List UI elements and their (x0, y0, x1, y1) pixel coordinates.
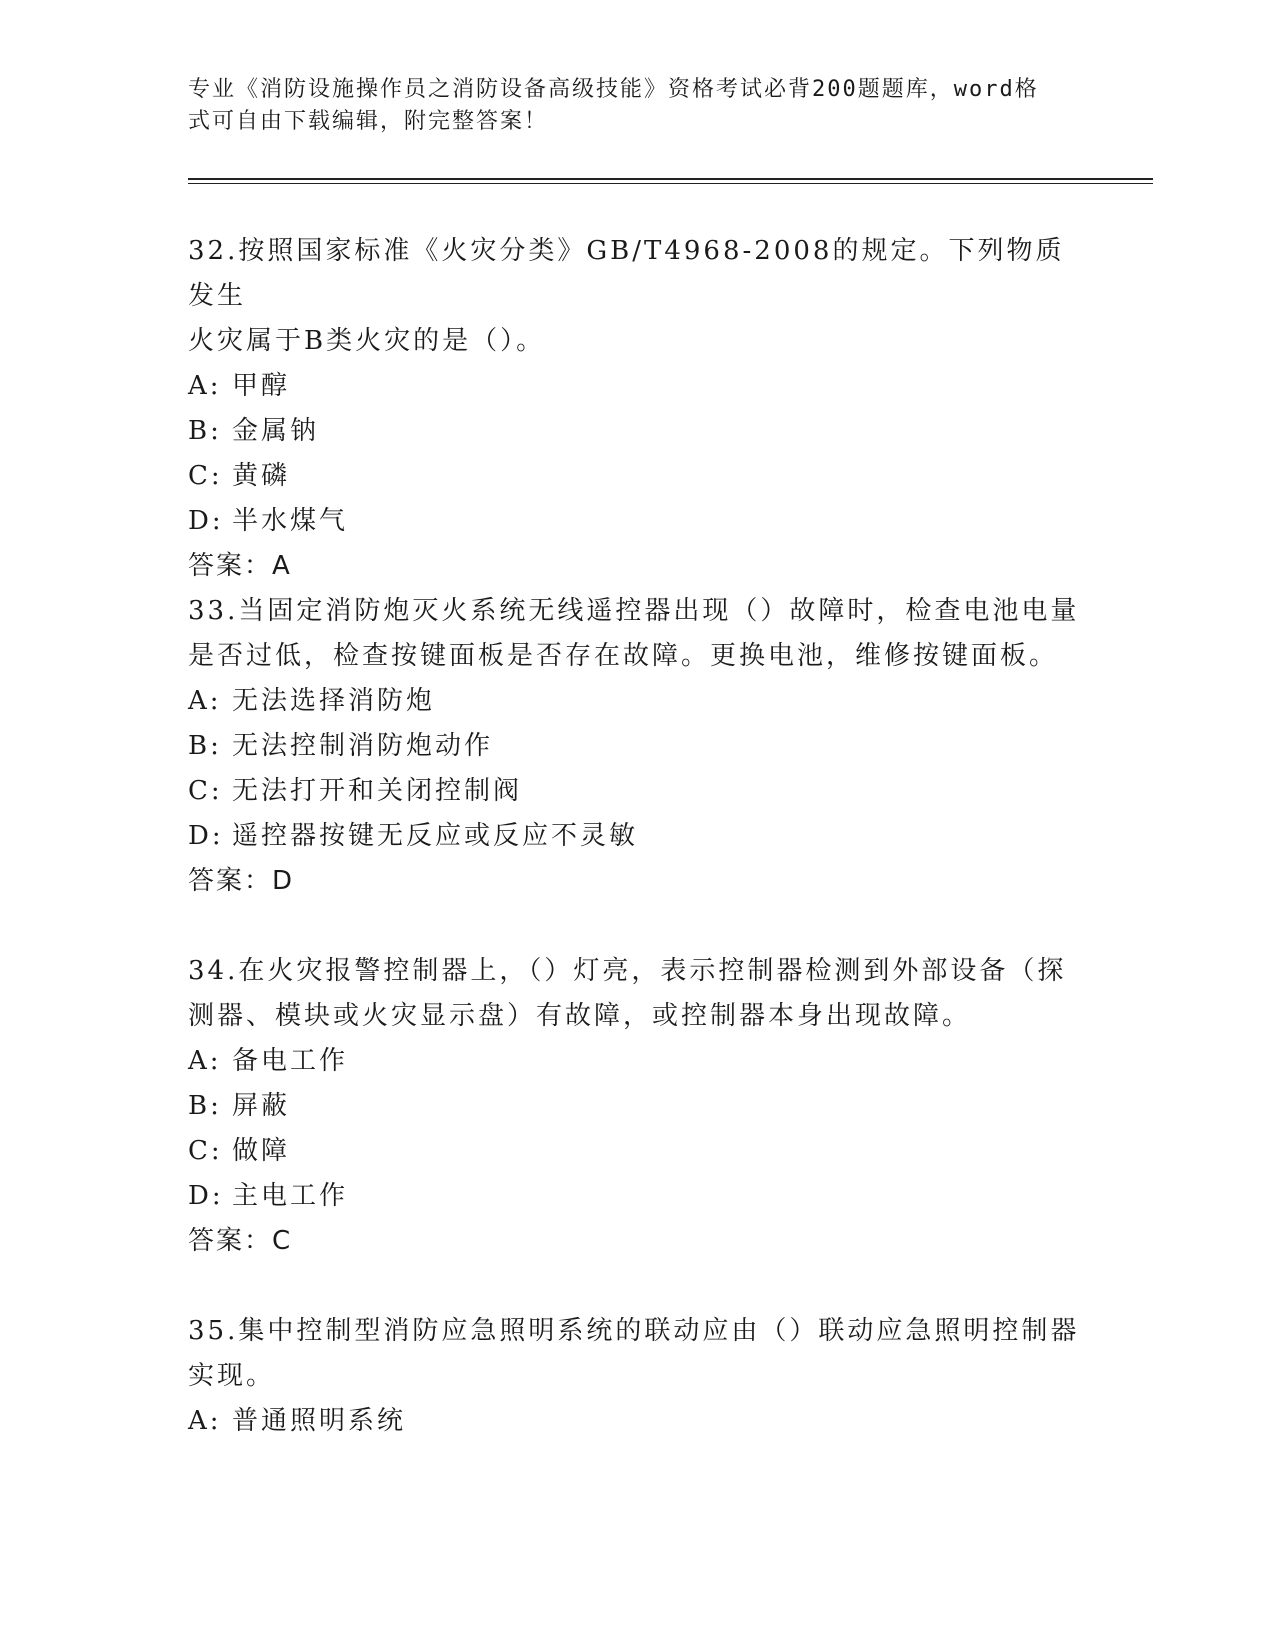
question-stem-line: 实现。 (188, 1361, 276, 1391)
question-stem-line: 是否过低，检查按键面板是否存在故障。更换电池，维修按键面板。 (188, 641, 1059, 671)
option-text: 遥控器按键无反应或反应不灵敏 (232, 821, 639, 851)
option-label: A: (188, 1406, 222, 1436)
option-label: D: (188, 506, 224, 536)
option-c (188, 1129, 1088, 1174)
option-text: 普通照明系统 (232, 1406, 407, 1436)
option-a (188, 1399, 1088, 1444)
option-b (188, 1084, 1088, 1129)
option-b (188, 409, 1088, 454)
question-33 (188, 589, 1088, 904)
option-a (188, 1039, 1088, 1084)
option-text: 主电工作 (232, 1181, 349, 1211)
option-label: C: (188, 461, 223, 491)
option-label: A: (188, 371, 222, 401)
option-c (188, 769, 1088, 814)
option-d (188, 814, 1088, 859)
option-text: 做障 (232, 1136, 291, 1166)
option-text: 甲醇 (232, 371, 291, 401)
option-label: B: (188, 416, 222, 446)
option-label: B: (188, 1091, 222, 1121)
option-label: D: (188, 821, 224, 851)
option-text: 金属钠 (232, 416, 320, 446)
option-label: B: (188, 731, 222, 761)
answer: 答案：C (188, 1226, 293, 1256)
option-label: A: (188, 1046, 222, 1076)
document-header (188, 74, 1078, 138)
option-label: C: (188, 1136, 223, 1166)
option-a (188, 364, 1088, 409)
option-text: 无法选择消防炮 (232, 686, 436, 716)
option-text: 黄磷 (232, 461, 291, 491)
option-text: 备电工作 (232, 1046, 349, 1076)
option-label: D: (188, 1181, 224, 1211)
header-line-1: 专业《消防设施操作员之消防设备高级技能》资格考试必背200题题库，word格 (188, 77, 1039, 102)
question-34 (188, 949, 1088, 1264)
question-stem-line: 35.集中控制型消防应急照明系统的联动应由（）联动应急照明控制器 (188, 1316, 1080, 1346)
header-divider-thick (188, 178, 1153, 180)
header-line-2: 式可自由下载编辑，附完整答案！ (188, 109, 549, 134)
option-b (188, 724, 1088, 769)
option-text: 屏蔽 (232, 1091, 291, 1121)
option-label: A: (188, 686, 222, 716)
option-d (188, 499, 1088, 544)
question-stem-line: 火灾属于B类火灾的是（）。 (188, 326, 546, 356)
question-stem-line: 34.在火灾报警控制器上，（）灯亮，表示控制器检测到外部设备（探 (188, 956, 1067, 986)
question-stem-line: 测器、模块或火灾显示盘）有故障，或控制器本身出现故障。 (188, 1001, 972, 1031)
question-32 (188, 229, 1088, 589)
header-divider-thin (188, 183, 1153, 184)
option-a (188, 679, 1088, 724)
question-stem-line: 33.当固定消防炮灭火系统无线遥控器出现（）故障时，检查电池电量 (188, 596, 1080, 626)
option-d (188, 1174, 1088, 1219)
question-35 (188, 1309, 1088, 1444)
option-text: 无法打开和关闭控制阀 (232, 776, 523, 806)
question-stem-line: 32.按照国家标准《火灾分类》GB/T4968-2008的规定。下列物质发生 (188, 236, 1065, 311)
option-text: 半水煤气 (232, 506, 349, 536)
option-c (188, 454, 1088, 499)
answer: 答案：A (188, 551, 292, 581)
option-text: 无法控制消防炮动作 (232, 731, 494, 761)
option-label: C: (188, 776, 223, 806)
answer: 答案：D (188, 866, 295, 896)
